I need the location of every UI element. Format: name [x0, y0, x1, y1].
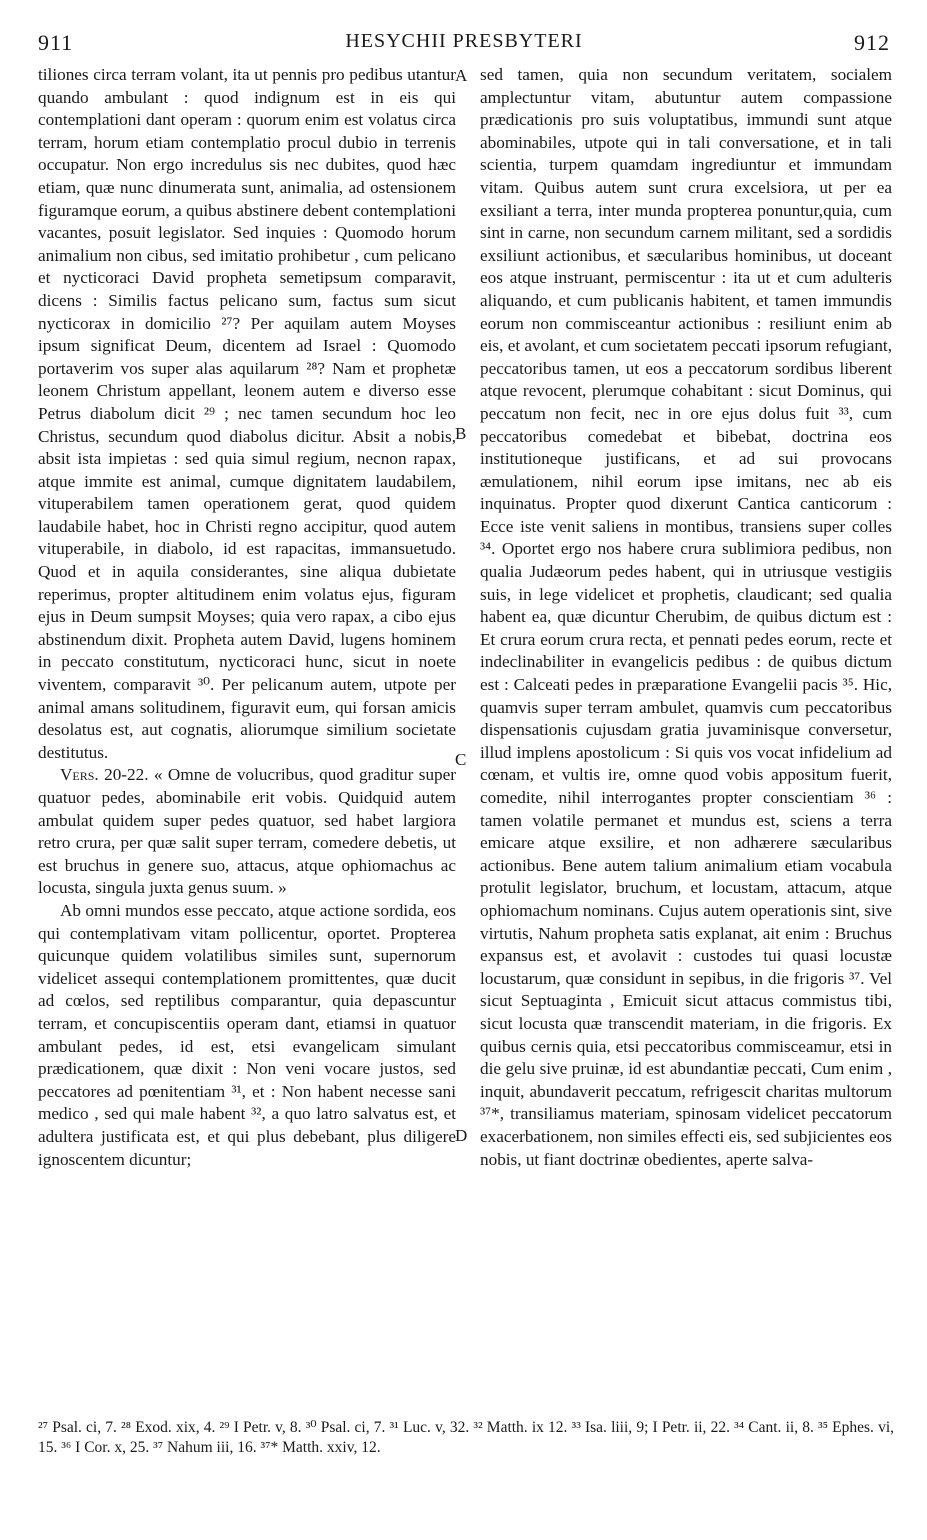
page-number-left: 911	[38, 30, 74, 55]
footnotes: ²⁷ Psal. ci, 7. ²⁸ Exod. xix, 4. ²⁹ I Petr. v, 8. ³⁰ Psal. ci, 7. ³¹ Luc. v, 32. ³² Matth. ix 12. ³³ Isa. liii, 9; I Petr. ii, 22. ³⁴ Cant. ii, 8. ³⁵ Ephes. vi, 15. ³⁶ I Cor. x, 25. ³⁷ Nahum iii, 16. ³⁷* Matth. xxiv, 12.	[38, 1419, 894, 1456]
right-paragraph-1: sed tamen, quia non secundum veritatem, socialem amplectuntur vitam, abutuntur autem compassione prædicationis pro suis voluptatibus, immundi sunt atque abominabiles, utpote qui in tali conversatione, et in tali scientia, turpem quamdam ingrediuntur et immundam vitam. Quibus autem sunt crura excelsiora, ut per ea exsiliant a terra, inter munda propterea ponuntur,quia, cum sint in carne, non secundum carnem militant, sed a sordidis exsiliunt actionibus, et sæcularibus hominibus, ut doceant eos atque instruant, permiscentur : ita ut et cum adulteris aliquando, et cum publicanis habitent, et tamen immundis eorum non commisceantur actionibus : resiliunt enim ab eis, et avolant, et cum societatem peccati ipsorum refugiant, peccatoribus tamen, ut eos a peccatorum sordibus liberent atque revocent, plerumque cohabitant : sicut Dominus, qui peccatum non fecit, nec in ore ejus dolus fuit ³³, cum peccatoribus comedebat et bibebat, doctrina eos institutioneque justificans, et ad sui provocans æmulationem, nihil eorum ipse imitans, nec ab eis inquinatus. Propter quod dixerunt Cantica canticorum : Ecce iste venit saliens in montibus, transiens super colles ³⁴. Oportet ergo nos habere crura sublimiora pedibus, non qualia Judæorum pedes habent, qui in utriusque vestigiis suis, in lege videlicet et prophetis, claudicant; sed qualia habent ea, quæ dicuntur Cherubim, de quibus dictum est : Et crura eorum crura recta, et pennati pedes eorum, recte et indeclinabiliter in evangelicis pedibus : de quibus dictum est : Calceati pedes in præparatione Evangelii pacis ³⁵. Hic, quamvis super terram ambulet, quamvis cum peccatoribus dispensationis cujusdam gratia juvaminisque conversetur, illud implens apostolicum : Si quis vos vocat infidelium ad cœnam, et vultis ire, omne quod vobis appositum fuerit, comedite, nihil interrogantes propter conscientiam ³⁶ : tamen volatile permanet et mundus est, sciens a terra emicare atque exsilire, et non adhærere sæcularibus actionibus. Bene autem talium animalium etiam vocabula protulit legislator, bruchum, et locustam, attacum, atque ophiomachum nominans. Cujus autem operationis sint, sive virtutis, Nahum propheta satis explanat, ait enim : Bruchus expansus est, et avolavit : custodes tui quasi locustæ locustarum, quæ considunt in sepibus, in die frigoris ³⁷. Vel sicut Septuaginta , Emicuit sicut attacus commistus tibi, sicut locusta quæ transcendit materiam, in die frigoris. Ex quibus cernis quia, etsi peccatoribus commisceamur, etsi in die gelu sive pruinæ, id est abundantiæ peccati, Cum enim , inquit, abundaverit peccatum, refrigescit charitas multorum ³⁷*, transiliamus materiam, spinosam videlicet peccatorum exacerbationem, non similes effecti eis, sed subjicientes eos nobis, ut fiant doctrinæ obedientes, aperte salva-	[480, 65, 892, 1169]
left-paragraph-2	[38, 764, 456, 900]
verse-text: « Omne de volucribus, quod graditur super quatuor pedes, abominabile erit vobis. Quidquid autem ambulat quidem super pedes quatuor, sed habet largiora retro crura, per quæ salit super terram, comedere debetis, ut est bruchus in genere suo, attacus, atque ophiomachus ac locusta, singula juxta genus suum. »	[38, 765, 456, 898]
left-column	[38, 64, 456, 1171]
left-paragraph-3: Ab omni mundos esse peccato, atque actione sordida, eos qui contemplativam vitam pollicentur, oportet. Propterea quicunque quidem volatilibus similes sunt, supernorum videlicet assequi contemplationem promittentes, quæ ducit ad cœlos, sed reptilibus comparantur, quia depascuntur terram, et concupiscentiis operam dant, etiamsi in quatuor ambulant pedes, id est, etsi evangelicam simulant prædicationem, quæ dixit : Non veni vocare justos, sed peccatores ad pœnitentiam ³¹, et : Non habent necesse sani medico , sed qui male habent ³², a quo latro salvatus est, et adultera justificata est, et qui plus debebant, plus diligere ignoscentem dicuntur;	[38, 900, 456, 1169]
page-header	[38, 30, 890, 60]
gutter-marker-b: B	[455, 424, 467, 443]
verse-label: Vers. 20-22.	[60, 765, 149, 785]
running-title: HESYCHII PRESBYTERI	[345, 30, 583, 52]
right-column	[480, 64, 892, 1171]
page-number-right: 912	[854, 30, 890, 55]
gutter-marker-c: C	[455, 750, 467, 769]
left-paragraph-1: tiliones circa terram volant, ita ut pennis pro pedibus utantur quando ambulant : quod indignum est in eis qui contemplationi dant operam : quorum enim est volatus circa terram, horum etiam contemplatio procul dubio in terrenis occupatur. Non ergo incredulus sis nec dubites, quod hæc etiam, quæ nunc dinumerata sunt, animalia, ad ostensionem figuramque eorum, a quibus abstinere debent contemplationi vacantes, posuit legislator. Sed inquies : Quomodo horum animalium non cibus, sed imitatio prohibetur , cum pelicano et nycticoraci David propheta semetipsum comparavit, dicens : Similis factus pelicano sum, factus sum sicut nycticorax in domicilio ²⁷? Per aquilam autem Moyses ipsum significat Deum, dicentem ad Israel : Quomodo portaverim vos super alas aquilarum ²⁸? Nam et prophetæ leonem Christum appellant, leonem autem e diverso esse Petrus diabolum dicit ²⁹ ; nec tamen secundum hoc leo Christus, secundum quod diabolus dicitur. Absit a nobis, absit ista impietas : sed quia simul regium, necnon rapax, atque immite est animal, cumque dignitatem laudabilem, vituperabilem tamen operationem gerat, quod quidem laudabile habet, hoc in Christi regno accipitur, quod autem vituperabile, in diabolo, id est rapacitas, immansuetudo. Quod et in aquila considerantes, sine aliqua dubietate reperimus, propter altitudinem enim volatus ejus, figuram ejus in Deum sumpsit Moyses; quia vero rapax, a cibo ejus abstinendum dixit. Propheta autem David, lugens hominem in peccato constitutum, nycticoraci hunc, sicut in noete viventem, comparavit ³⁰. Per pelicanum autem, utpote per animal amans solitudinem, figuravit eum, qui forsan amicis desolatus est, aut cognatis, aliorumque similium societate destitutus.	[38, 65, 456, 762]
gutter-marker-d: D	[455, 1126, 468, 1145]
gutter-marker-a: A	[455, 66, 468, 85]
